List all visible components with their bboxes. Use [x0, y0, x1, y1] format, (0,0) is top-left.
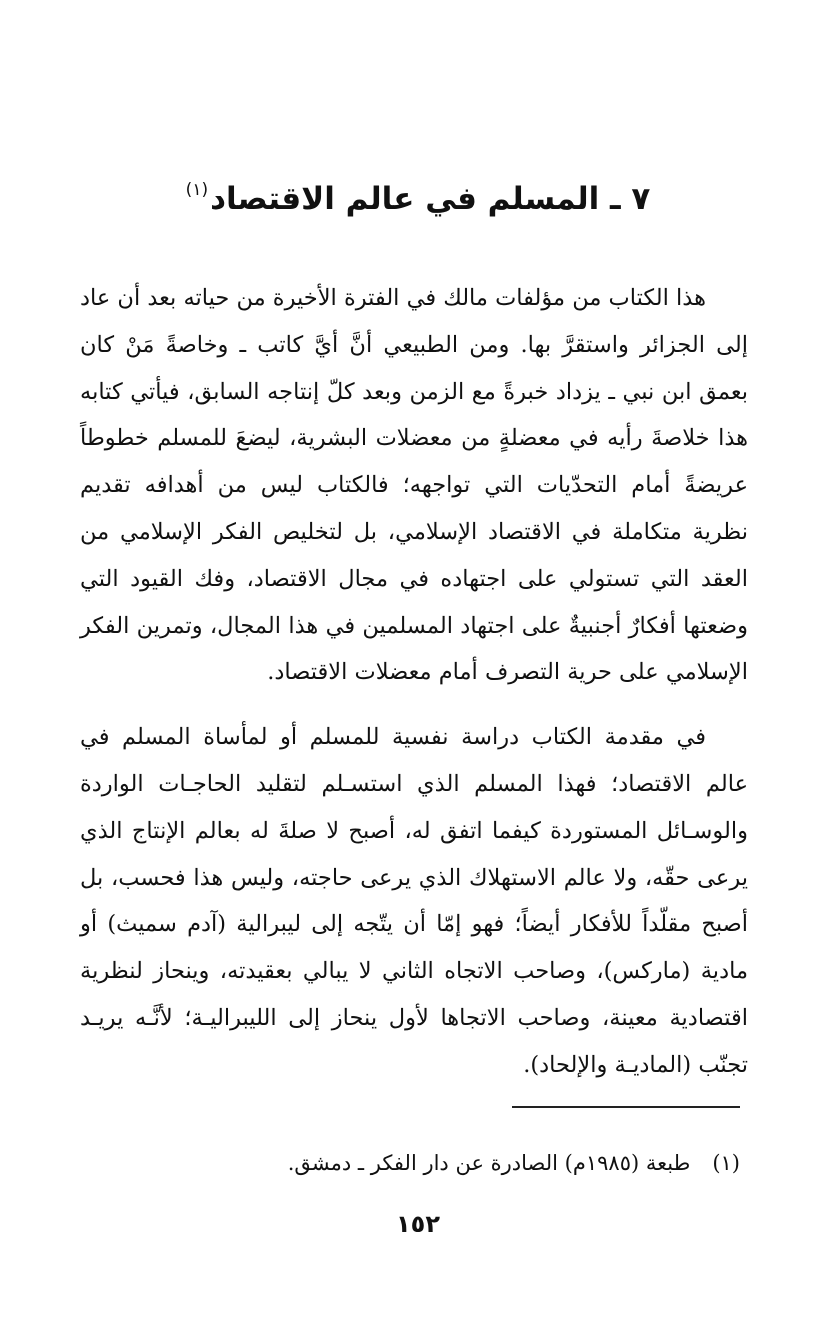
- footnote-number: (١): [712, 1151, 740, 1175]
- paragraph: هذا الكتاب من مؤلفات مالك في الفترة الأخيرة من حياته بعد أن عاد إلى الجزائر واستقرَّ بها. ومن الطبيعي أنَّ أيَّ كاتب ـ وخاصةً مَنْ كان بعمق ابن نبي ـ يزداد خبرةً مع الزمن وبعد كلّ إنتاجه السابق، فيأتي كتابه هذا خلاصةَ رأيه في معضلةٍ من معضلات البشرية، ليضعَ للمسلم خطوطاً عريضةً أمام التحدّيات التي تواجهه؛ فالكتاب ليس من أهدافه تقديم نظرية متكاملة في الاقتصاد الإسلامي، بل لتخليص الفكر الإسلامي من العقد التي تستولي على اجتهاده في مجال الاقتصاد، وفك القيود التي وضعتها أفكارٌ أجنبيةٌ على اجتهاد المسلمين في هذا المجال، وتمرين الفكر الإسلامي على حرية التصرف أمام معضلات الاقتصاد.: [79, 285, 748, 686]
- footnote-text: طبعة (١٩٨٥م) الصادرة عن دار الفكر ـ دمشق.: [287, 1151, 691, 1175]
- paragraph: في مقدمة الكتاب دراسة نفسية للمسلم أو لمأساة المسلم في عالم الاقتصاد؛ فهذا المسلم الذي استسـلم لتقليد الحاجـات الواردة والوسـائل المستوردة كيفما اتفق له، أصبح لا صلةَ له بعالم الإنتاج الذي يرعى حقّه، ولا عالم الاستهلاك الذي يرعى حاجته، وليس هذا فحسب، بل أصبح مقلّداً للأفكار أيضاً؛ فهو إمّا أن يتّجه إلى ليبرالية (آدم سميث) أو مادية (ماركس)، وصاحب الاتجاه الثاني لا يبالي بعقيدته، وينحاز لنظرية اقتصادية معينة، وصاحب الاتجاها لأول ينحاز إلى الليبراليـة؛ لأنَّـه يريـد تجنّب (الماديـة والإلحاد).: [80, 724, 748, 1078]
- chapter-title: ٧ ـ المسلم في عالم الاقتصاد: [210, 181, 651, 217]
- footnote-marker: (١): [185, 180, 209, 200]
- body-text: [80, 275, 748, 1089]
- page-number: ١٥٢: [396, 1210, 440, 1238]
- chapter-heading: [100, 164, 736, 225]
- footnote-divider: [512, 1106, 740, 1108]
- footnote: [80, 1145, 740, 1181]
